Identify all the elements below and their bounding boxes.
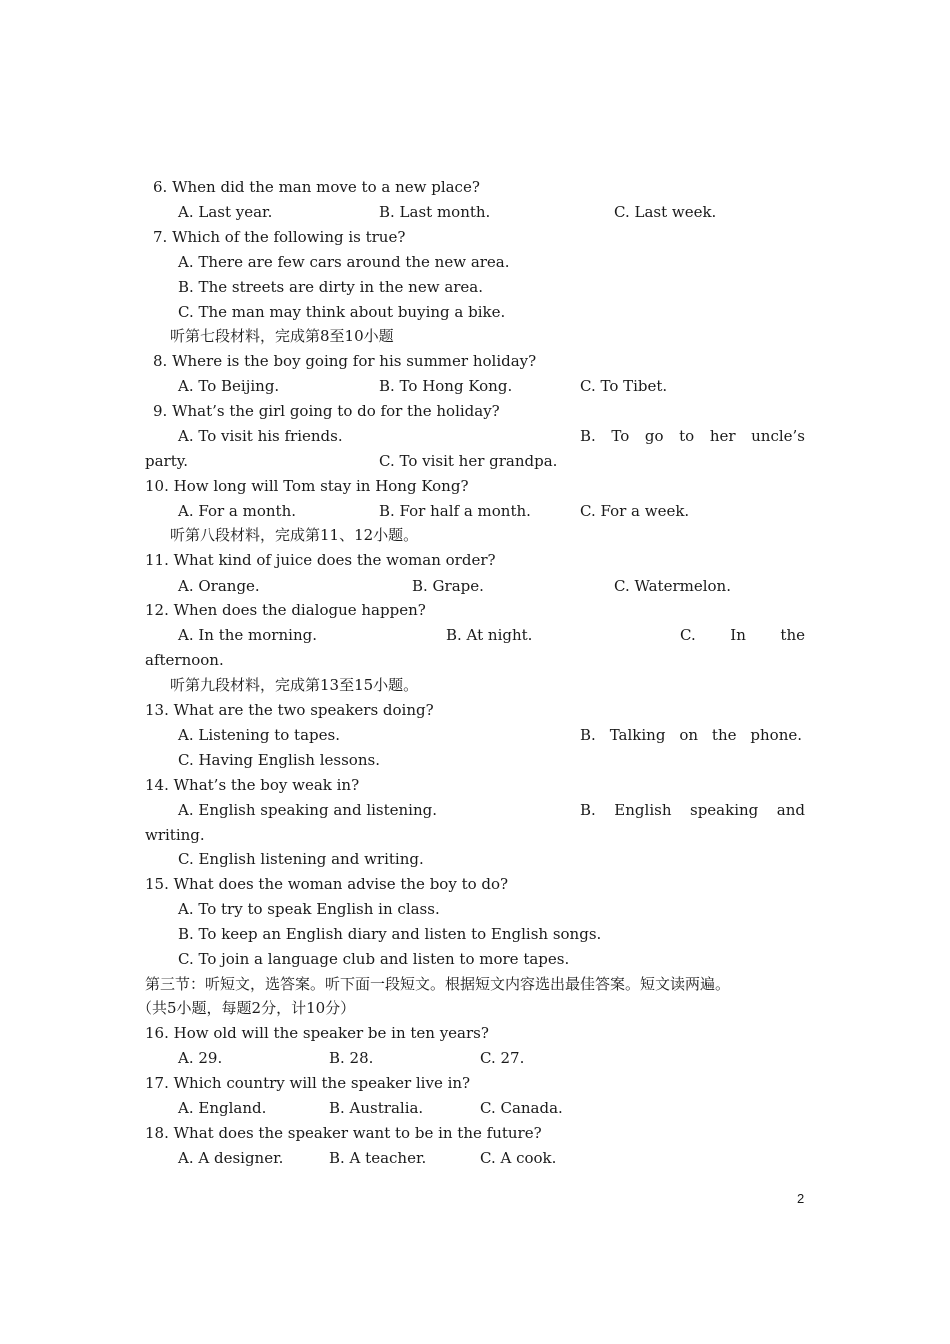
question-14-option-c: C. English listening and writing. [178, 850, 424, 868]
question-15-option-c: C. To join a language club and listen to more tapes. [178, 950, 570, 968]
question-8-stem: 8. Where is the boy going for his summer holiday? [153, 352, 537, 370]
question-7-stem: 7. Which of the following is true? [153, 228, 406, 246]
question-7-option-a: A. There are few cars around the new area. [178, 253, 510, 271]
question-14-option-b-continued: writing. [145, 826, 205, 844]
page-number: 2 [797, 1191, 805, 1206]
question-11-option-b: B. Grape. [412, 577, 484, 595]
question-14-option-b: B. English speaking and [580, 801, 805, 819]
question-18-stem: 18. What does the speaker want to be in the future? [145, 1124, 542, 1142]
question-13-stem: 13. What are the two speakers doing? [145, 701, 434, 719]
part-3-scoring: （共5小题，每题2分，计10分） [137, 999, 356, 1017]
part-3-instruction: 第三节：听短文，选答案。听下面一段短文。根据短文内容选出最佳答案。短文读两遍。 [145, 975, 731, 993]
question-12-option-c: C. In the [680, 626, 805, 644]
question-17-option-b: B. Australia. [329, 1099, 424, 1117]
question-17-option-a: A. England. [178, 1099, 267, 1117]
question-6-option-b: B. Last month. [379, 203, 491, 221]
question-10-option-a: A. For a month. [178, 502, 297, 520]
question-8-option-b: B. To Hong Kong. [379, 377, 513, 395]
question-11-option-a: A. Orange. [178, 577, 260, 595]
question-15-stem: 15. What does the woman advise the boy to do? [145, 875, 509, 893]
question-14-stem: 14. What’s the boy weak in? [145, 776, 360, 794]
section-8-instruction: 听第八段材料，完成第11、12小题。 [170, 526, 419, 544]
question-7-option-c: C. The man may think about buying a bike. [178, 303, 506, 321]
question-13-option-c: C. Having English lessons. [178, 751, 380, 769]
question-9-option-c: C. To visit her grandpa. [379, 452, 558, 470]
question-12-stem: 12. When does the dialogue happen? [145, 601, 426, 619]
question-16-option-b: B. 28. [329, 1049, 374, 1067]
question-14-option-a: A. English speaking and listening. [178, 801, 437, 819]
question-18-option-c: C. A cook. [480, 1149, 557, 1167]
question-6-stem: 6. When did the man move to a new place? [153, 178, 480, 196]
question-13-option-a: A. Listening to tapes. [178, 726, 340, 744]
question-7-option-b: B. The streets are dirty in the new area. [178, 278, 484, 296]
question-8-option-c: C. To Tibet. [580, 377, 668, 395]
question-11-stem: 11. What kind of juice does the woman order? [145, 551, 496, 569]
question-12-option-b: B. At night. [446, 626, 533, 644]
question-12-option-c-continued: afternoon. [145, 651, 224, 669]
question-15-option-b: B. To keep an English diary and listen to English songs. [178, 925, 602, 943]
question-6-option-a: A. Last year. [178, 203, 273, 221]
question-9-option-a: A. To visit his friends. [178, 427, 343, 445]
question-13-option-b: B. Talking on the phone. [580, 726, 802, 744]
question-17-stem: 17. Which country will the speaker live in? [145, 1074, 471, 1092]
question-10-option-c: C. For a week. [580, 502, 690, 520]
question-9-option-b: B. To go to her uncle’s [580, 427, 805, 445]
question-9-stem: 9. What’s the girl going to do for the holiday? [153, 402, 500, 420]
section-7-instruction: 听第七段材料，完成第8至10小题 [170, 327, 394, 345]
question-8-option-a: A. To Beijing. [178, 377, 280, 395]
question-9-option-b-continued: party. [145, 452, 188, 470]
question-16-option-a: A. 29. [178, 1049, 223, 1067]
question-17-option-c: C. Canada. [480, 1099, 563, 1117]
question-15-option-a: A. To try to speak English in class. [178, 900, 440, 918]
question-10-stem: 10. How long will Tom stay in Hong Kong? [145, 477, 469, 495]
question-16-stem: 16. How old will the speaker be in ten years? [145, 1024, 489, 1042]
question-12-option-a: A. In the morning. [178, 626, 317, 644]
section-9-instruction: 听第九段材料，完成第13至15小题。 [170, 676, 419, 694]
question-6-option-c: C. Last week. [614, 203, 717, 221]
question-18-option-b: B. A teacher. [329, 1149, 427, 1167]
question-18-option-a: A. A designer. [178, 1149, 284, 1167]
question-11-option-c: C. Watermelon. [614, 577, 731, 595]
question-10-option-b: B. For half a month. [379, 502, 531, 520]
question-16-option-c: C. 27. [480, 1049, 525, 1067]
